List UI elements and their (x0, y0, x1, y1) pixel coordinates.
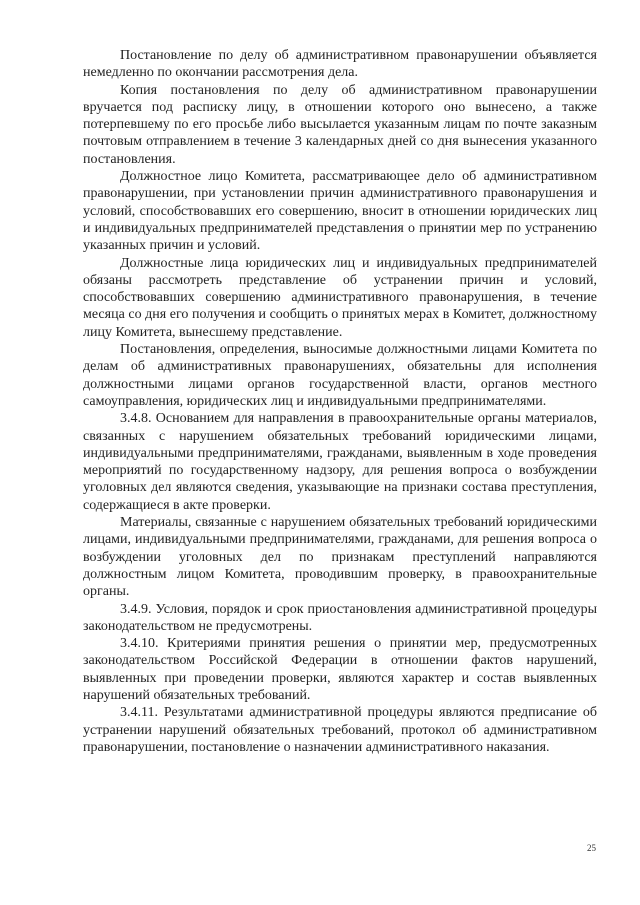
document-body (83, 47, 597, 756)
paragraph: Материалы, связанные с нарушением обязательных требований юридическими лицами, индивидуальными предпринимателями, гражданами, для решения вопроса о возбуждении уголовных дел по признакам преступлений направляются должностным лицом Комитета, проводившим проверку, в правоохранительные органы. (83, 515, 597, 600)
paragraph: 3.4.11. Результатами административной процедуры являются предписание об устранении нарушений обязательных требований, протокол об административном правонарушении, постановление о назначении административного наказания. (83, 705, 597, 755)
paragraph: Постановления, определения, выносимые должностными лицами Комитета по делам об административных правонарушениях, обязательны для исполнения должностными лицами органов государственной власти, органов местного самоуправления, юридических лиц и индивидуальными предпринимателями. (83, 342, 597, 409)
paragraph: Постановление по делу об административном правонарушении объявляется немедленно по окончании рассмотрения дела. (83, 48, 597, 81)
paragraph: Должностные лица юридических лиц и индивидуальных предпринимателей обязаны рассмотреть представление об устранении причин и условий, способствовавших совершению административного правонарушения, в течение месяца со дня его получения и сообщить о принятых мерах в Комитет, должностному лицу Комитета, вынесшему представление. (83, 255, 597, 340)
paragraph: 3.4.9. Условия, порядок и срок приостановления административной процедуры законодательством не предусмотрены. (83, 601, 597, 634)
paragraph: 3.4.10. Критериями принятия решения о принятии мер, предусмотренных законодательством Российской Федерации в отношении фактов нарушений, выявленных при проведении проверки, являются характер и состав выявленных нарушений обязательных требований. (83, 636, 597, 703)
page-number: 25 (587, 843, 596, 853)
paragraph: Должностное лицо Комитета, рассматривающее дело об административном правонарушении, при установлении причин административного правонарушения и условий, способствовавших его совершению, вносит в отношении юридических лиц и индивидуальных предпринимателей представления о принятии мер по устранению указанных причин и условий. (83, 169, 597, 254)
paragraph: 3.4.8. Основанием для направления в правоохранительные органы материалов, связанных с нарушением обязательных требований юридическими лицами, индивидуальными предпринимателями, гражданами, выявленным в ходе проведения мероприятий по государственному надзору, для решения вопроса о возбуждении уголовных дел являются сведения, указывающие на признаки состава преступления, содержащиеся в акте проверки. (83, 411, 597, 513)
paragraph: Копия постановления по делу об административном правонарушении вручается под расписку лицу, в отношении которого оно вынесено, а также потерпевшему по его просьбе либо высылается указанным лицам по почте заказным почтовым отправлением в течение 3 календарных дней со дня вынесения указанного постановления. (83, 82, 597, 167)
